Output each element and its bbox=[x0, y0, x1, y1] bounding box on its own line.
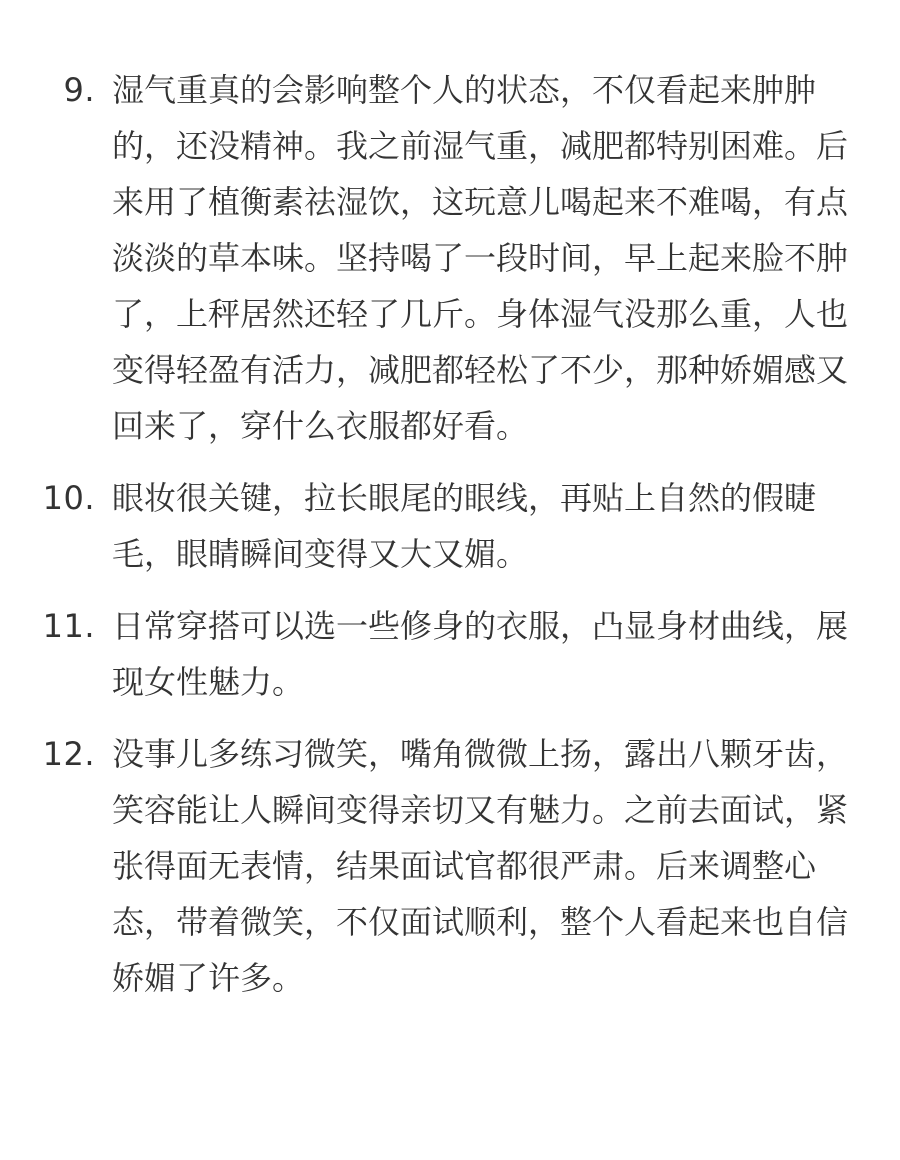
item-text: 湿气重真的会影响整个人的状态，不仅看起来肿肿的，还没精神。我之前湿气重，减肥都特别困难。后来用了植衡素祛湿饮，这玩意儿喝起来不难喝，有点淡淡的草本味。坚持喝了一段时间，早上起来脸不肿了，上秤居然还轻了几斤。身体湿气没那么重，人也变得轻盈有活力，减肥都轻松了不少，那种娇媚感又回来了，穿什么衣服都好看。 bbox=[112, 71, 849, 445]
list-item bbox=[0, 598, 900, 710]
item-text: 日常穿搭可以选一些修身的衣服，凸显身材曲线，展现女性魅力。 bbox=[112, 607, 849, 701]
item-text: 没事儿多练习微笑，嘴角微微上扬，露出八颗牙齿，笑容能让人瞬间变得亲切又有魅力。之前去面试，紧张得面无表情，结果面试官都很严肃。后来调整心态，带着微笑，不仅面试顺利，整个人看起来也自信娇媚了许多。 bbox=[112, 735, 849, 997]
article-content bbox=[0, 62, 900, 1022]
item-number: 11. bbox=[42, 607, 95, 645]
list-item bbox=[0, 726, 900, 1006]
item-number: 12. bbox=[42, 735, 95, 773]
item-text: 眼妆很关键，拉长眼尾的眼线，再贴上自然的假睫毛，眼睛瞬间变得又大又媚。 bbox=[112, 479, 817, 573]
list-item bbox=[0, 470, 900, 582]
list-item bbox=[0, 62, 900, 454]
item-number: 10. bbox=[42, 479, 95, 517]
tips-list bbox=[0, 62, 900, 1006]
item-number: 9. bbox=[63, 71, 95, 109]
